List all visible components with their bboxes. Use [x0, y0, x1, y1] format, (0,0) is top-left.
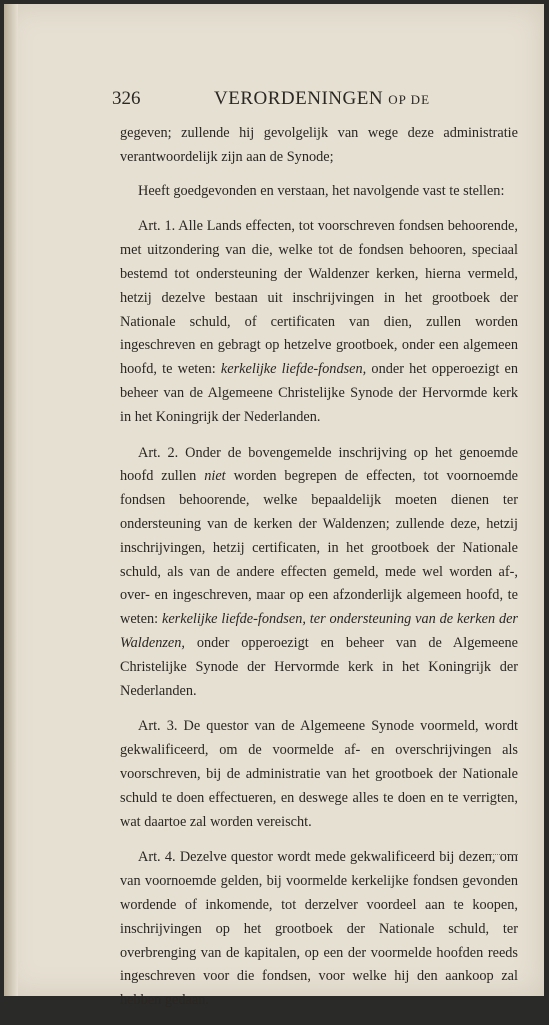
article-3-text: De questor van de Algemeene Synode voormeld, wordt gekwalificeerd, om de voormelde af- en overschrijvingen als voorschreven, bij de administratie van het grootboek der Nationale schuld te doen effectueren, en deswege alles te doen en te verrigten, wat daartoe zal worden vereischt. — [120, 718, 518, 830]
article-4 — [120, 846, 518, 1013]
page-number: 326 — [112, 88, 141, 109]
article-2-text-c: onder opperoezigt en beheer van de Algemeene Christelijke Synode der Hervormde kerk in het Koningrijk der Nederlanden. — [120, 634, 519, 699]
running-title-main: VERORDENINGEN — [214, 88, 384, 109]
article-2-text-a: Onder de bovengemelde inschrijving op het genoemde hoofd zullen — [120, 444, 518, 485]
article-2 — [120, 442, 518, 704]
article-4-text: Dezelve questor wordt mede gekwalificeerd bij dezen, om van voornoemde gelden, bij voormelde kerkelijke fondsen gevonden wordende of inkomende, tot derzelver voordeel aan te koopen, inschrijvingen op het grootboek der Nationale schuld, ter overbrenging van de kapitalen, op een der voormelde hoofden reeds ingeschreven voor die fondsen, voor welke hij den aankoop zal hebben gedaan. — [120, 849, 518, 1009]
paragraph-resolution: Heeft goedgevonden en verstaan, het navolgende vast te stellen: — [138, 182, 505, 199]
article-1 — [120, 215, 518, 429]
article-1-emphasis: kerkelijke liefde-fondsen, — [220, 361, 367, 378]
book-page — [4, 4, 544, 1009]
article-2-emphasis-niet: niet — [204, 468, 226, 485]
article-3 — [120, 715, 518, 834]
ornament-dots — [490, 854, 518, 857]
body-text — [120, 122, 518, 1025]
running-title — [214, 88, 430, 110]
article-2-text-b: worden begrepen de effecten, tot voornoemde fondsen behoorende, welke bepaaldelijk moeten dienen ter ondersteuning van de kerken der Waldenzen; zullende deze, hetzij inschrijvingen, hetzij certificaten, in het grootboek der Nationale schuld, als van de andere effecten gemeld, mede wel worden af-, over- en ingeschreven, maar op een afzonderlijk algemeen hoofd, te weten: — [120, 468, 519, 628]
article-1-text-a: Alle Lands effecten, tot voorschreven fondsen behoorende, met uitzondering van die, welke tot de fondsen behooren, speciaal bestemd tot ondersteuning der Waldenzer kerken, hierna vermeld, hetzij dezelve bestaan uit inschrijvingen in het grootboek der Nationale schuld, of certificaten van dien, zullen worden ingeschreven en gebragt op hetzelve grootboek, onder een algemeen hoofd, te weten: — [120, 218, 518, 378]
article-2-emphasis-fund-name: kerkelijke liefde-fondsen, ter ondersteuning van de kerken der Waldenzen, — [120, 611, 518, 651]
paragraph-intro: gegeven; zullende hij gevolgelijk van wege deze administratie verantwoordelijk zijn aan de Synode; — [120, 125, 518, 165]
running-title-small: OP DE — [388, 92, 431, 107]
article-4-number: Art. 4. — [138, 849, 176, 866]
article-2-number: Art. 2. — [138, 444, 179, 461]
page-gutter-shadow — [4, 4, 18, 996]
article-1-number: Art. 1. — [138, 218, 176, 235]
article-1-text-b: onder het opperoezigt en beheer van de Algemeene Christelijke Synode der Hervormde kerk in het Koningrijk der Nederlanden. — [120, 361, 518, 425]
article-3-number: Art. 3. — [138, 718, 178, 735]
